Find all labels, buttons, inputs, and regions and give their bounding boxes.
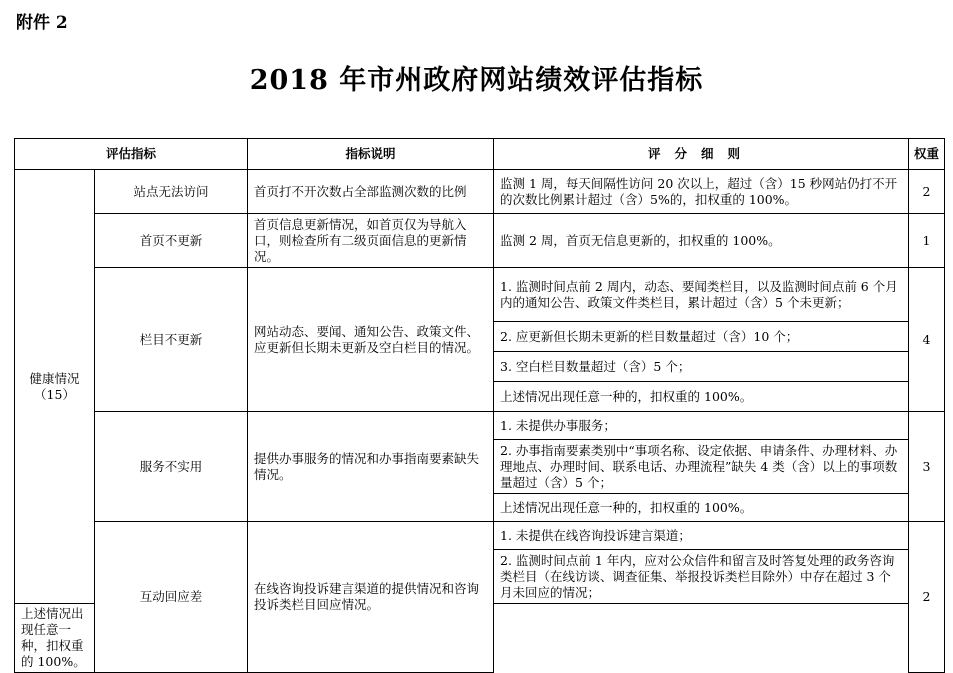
table-row	[15, 170, 945, 214]
weight-value: 1	[909, 214, 945, 268]
indicator-name: 服务不实用	[95, 412, 248, 522]
table-row	[15, 214, 945, 268]
rule-text: 上述情况出现任意一种的，扣权重的 100%。	[494, 382, 909, 412]
attachment-label: 附件 2	[16, 13, 68, 33]
indicator-name: 首页不更新	[95, 214, 248, 268]
indicator-description: 首页打不开次数占全部监测次数的比例	[248, 170, 494, 214]
indicator-description: 网站动态、要闻、通知公告、政策文件、应更新但长期未更新及空白栏目的情况。	[248, 268, 494, 412]
table-row	[15, 522, 945, 550]
indicator-description: 首页信息更新情况，如首页仅为导航入口，则检查所有二级页面信息的更新情况。	[248, 214, 494, 268]
header-weight: 权重	[909, 139, 945, 170]
page-title: 2018 年市州政府网站绩效评估指标	[249, 65, 704, 96]
category-score: （15）	[34, 386, 75, 402]
evaluation-table	[14, 138, 945, 673]
category-name: 健康情况	[29, 370, 80, 386]
weight-value: 4	[909, 268, 945, 412]
table-header-row	[15, 139, 945, 170]
weight-value: 3	[909, 412, 945, 522]
rule-text: 2. 办事指南要素类别中“事项名称、设定依据、申请条件、办理材料、办理地点、办理时间、联系电话、办理流程”缺失 4 类（含）以上的事项数量超过（含）5 个；	[494, 440, 909, 494]
indicator-name: 站点无法访问	[95, 170, 248, 214]
rule-text: 上述情况出现任意一种，扣权重的 100%。	[15, 604, 95, 673]
indicator-name: 栏目不更新	[95, 268, 248, 412]
table-row	[15, 412, 945, 440]
header-indicator: 评估指标	[15, 139, 248, 170]
rule-text: 1. 未提供在线咨询投诉建言渠道；	[494, 522, 909, 550]
table-row	[15, 268, 945, 322]
header-rules: 评分细则	[494, 139, 909, 170]
rule-text: 上述情况出现任意一种的，扣权重的 100%。	[494, 494, 909, 522]
indicator-name: 互动回应差	[95, 522, 248, 673]
rule-text: 1. 监测时间点前 2 周内，动态、要闻类栏目，以及监测时间点前 6 个月内的通知公告、政策文件类栏目，累计超过（含）5 个未更新；	[494, 268, 909, 322]
rule-text: 1. 未提供办事服务；	[494, 412, 909, 440]
rule-text: 监测 1 周，每天间隔性访问 20 次以上，超过（含）15 秒网站仍打不开的次数比例累计超过（含）5%的，扣权重的 100%。	[494, 170, 909, 214]
header-description: 指标说明	[248, 139, 494, 170]
rule-text: 3. 空白栏目数量超过（含）5 个；	[494, 352, 909, 382]
rule-text: 2. 监测时间点前 1 年内，应对公众信件和留言及时答复处理的政务咨询类栏目（在线访谈、调查征集、举报投诉类栏目除外）中存在超过 3 个月未回应的情况；	[494, 550, 909, 604]
indicator-description: 提供办事服务的情况和办事指南要素缺失情况。	[248, 412, 494, 522]
indicator-description: 在线咨询投诉建言渠道的提供情况和咨询投诉类栏目回应情况。	[248, 522, 494, 673]
category-cell	[15, 170, 95, 604]
rule-text: 2. 应更新但长期未更新的栏目数量超过（含）10 个；	[494, 322, 909, 352]
rule-text: 监测 2 周，首页无信息更新的，扣权重的 100%。	[494, 214, 909, 268]
weight-value: 2	[909, 170, 945, 214]
weight-value: 2	[909, 522, 945, 673]
